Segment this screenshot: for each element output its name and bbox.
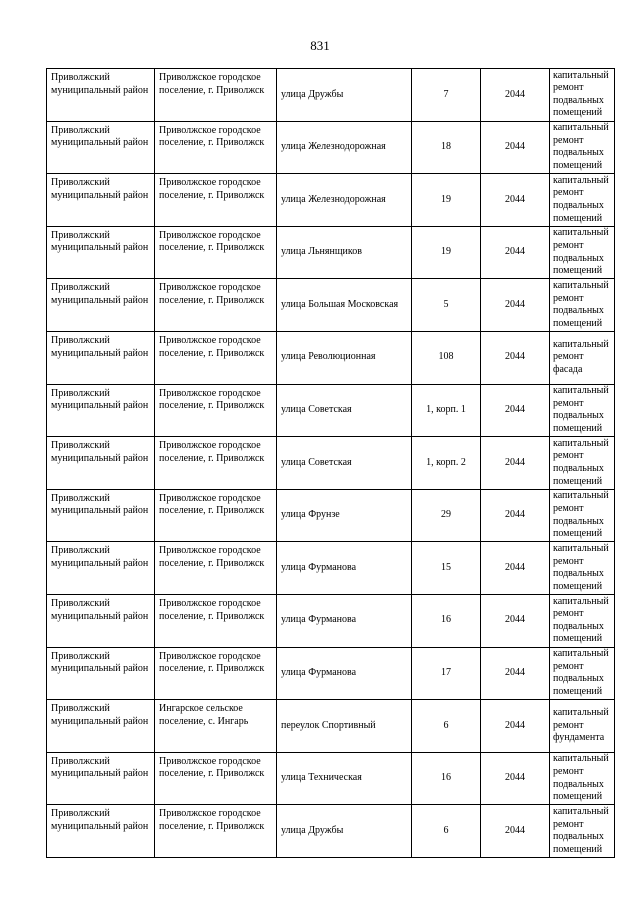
work-type-cell: капитальный ремонт подвальных помещений xyxy=(550,752,615,805)
district-cell: Приволжский муниципальный район xyxy=(47,174,155,227)
work-type-cell: капитальный ремонт подвальных помещений xyxy=(550,805,615,858)
settlement-cell: Приволжское городское поселение, г. Приволжск xyxy=(155,752,277,805)
work-type-cell: капитальный ремонт подвальных помещений xyxy=(550,489,615,542)
table-row xyxy=(47,174,615,227)
table-row xyxy=(47,121,615,174)
street-cell: улица Льнянщиков xyxy=(277,226,412,279)
work-type-cell: капитальный ремонт подвальных помещений xyxy=(550,69,615,122)
table-body xyxy=(47,69,615,858)
table-row xyxy=(47,805,615,858)
year-cell: 2044 xyxy=(481,384,550,437)
year-cell: 2044 xyxy=(481,489,550,542)
settlement-cell: Приволжское городское поселение, г. Приволжск xyxy=(155,805,277,858)
year-cell: 2044 xyxy=(481,279,550,332)
settlement-cell: Приволжское городское поселение, г. Приволжск xyxy=(155,384,277,437)
house-number-cell: 6 xyxy=(412,805,481,858)
street-cell: улица Железнодорожная xyxy=(277,121,412,174)
settlement-cell: Приволжское городское поселение, г. Приволжск xyxy=(155,542,277,595)
house-number-cell: 1, корп. 2 xyxy=(412,437,481,490)
street-cell: переулок Спортивный xyxy=(277,700,412,753)
year-cell: 2044 xyxy=(481,437,550,490)
street-cell: улица Фрунзе xyxy=(277,489,412,542)
street-cell: улица Фурманова xyxy=(277,542,412,595)
year-cell: 2044 xyxy=(481,542,550,595)
settlement-cell: Приволжское городское поселение, г. Приволжск xyxy=(155,647,277,700)
work-type-cell: капитальный ремонт подвальных помещений xyxy=(550,121,615,174)
year-cell: 2044 xyxy=(481,700,550,753)
settlement-cell: Приволжское городское поселение, г. Приволжск xyxy=(155,331,277,384)
district-cell: Приволжский муниципальный район xyxy=(47,489,155,542)
settlement-cell: Приволжское городское поселение, г. Приволжск xyxy=(155,69,277,122)
year-cell: 2044 xyxy=(481,752,550,805)
district-cell: Приволжский муниципальный район xyxy=(47,805,155,858)
street-cell: улица Дружбы xyxy=(277,805,412,858)
settlement-cell: Приволжское городское поселение, г. Приволжск xyxy=(155,279,277,332)
year-cell: 2044 xyxy=(481,226,550,279)
work-type-cell: капитальный ремонт подвальных помещений xyxy=(550,437,615,490)
table-row xyxy=(47,489,615,542)
settlement-cell: Приволжское городское поселение, г. Приволжск xyxy=(155,121,277,174)
house-number-cell: 5 xyxy=(412,279,481,332)
house-number-cell: 15 xyxy=(412,542,481,595)
district-cell: Приволжский муниципальный район xyxy=(47,279,155,332)
street-cell: улица Советская xyxy=(277,384,412,437)
work-type-cell: капитальный ремонт подвальных помещений xyxy=(550,647,615,700)
street-cell: улица Фурманова xyxy=(277,594,412,647)
table-row xyxy=(47,647,615,700)
table-row xyxy=(47,69,615,122)
work-type-cell: капитальный ремонт фасада xyxy=(550,331,615,384)
work-type-cell: капитальный ремонт подвальных помещений xyxy=(550,542,615,595)
house-number-cell: 29 xyxy=(412,489,481,542)
house-number-cell: 16 xyxy=(412,594,481,647)
repair-schedule-table xyxy=(46,68,615,858)
street-cell: улица Большая Московская xyxy=(277,279,412,332)
district-cell: Приволжский муниципальный район xyxy=(47,594,155,647)
district-cell: Приволжский муниципальный район xyxy=(47,542,155,595)
district-cell: Приволжский муниципальный район xyxy=(47,437,155,490)
year-cell: 2044 xyxy=(481,121,550,174)
district-cell: Приволжский муниципальный район xyxy=(47,647,155,700)
year-cell: 2044 xyxy=(481,594,550,647)
house-number-cell: 19 xyxy=(412,174,481,227)
street-cell: улица Советская xyxy=(277,437,412,490)
table-row xyxy=(47,700,615,753)
year-cell: 2044 xyxy=(481,647,550,700)
work-type-cell: капитальный ремонт подвальных помещений xyxy=(550,279,615,332)
settlement-cell: Приволжское городское поселение, г. Приволжск xyxy=(155,437,277,490)
table-row xyxy=(47,594,615,647)
district-cell: Приволжский муниципальный район xyxy=(47,384,155,437)
page-number: 831 xyxy=(310,38,330,53)
year-cell: 2044 xyxy=(481,174,550,227)
house-number-cell: 16 xyxy=(412,752,481,805)
settlement-cell: Приволжское городское поселение, г. Приволжск xyxy=(155,174,277,227)
settlement-cell: Приволжское городское поселение, г. Приволжск xyxy=(155,594,277,647)
table-row xyxy=(47,331,615,384)
table-row xyxy=(47,437,615,490)
district-cell: Приволжский муниципальный район xyxy=(47,226,155,279)
table-row xyxy=(47,752,615,805)
work-type-cell: капитальный ремонт подвальных помещений xyxy=(550,226,615,279)
street-cell: улица Фурманова xyxy=(277,647,412,700)
settlement-cell: Приволжское городское поселение, г. Приволжск xyxy=(155,226,277,279)
work-type-cell: капитальный ремонт фундамента xyxy=(550,700,615,753)
house-number-cell: 19 xyxy=(412,226,481,279)
work-type-cell: капитальный ремонт подвальных помещений xyxy=(550,594,615,647)
table-row xyxy=(47,542,615,595)
work-type-cell: капитальный ремонт подвальных помещений xyxy=(550,384,615,437)
table-row xyxy=(47,226,615,279)
district-cell: Приволжский муниципальный район xyxy=(47,331,155,384)
district-cell: Приволжский муниципальный район xyxy=(47,121,155,174)
district-cell: Приволжский муниципальный район xyxy=(47,752,155,805)
house-number-cell: 108 xyxy=(412,331,481,384)
street-cell: улица Техническая xyxy=(277,752,412,805)
street-cell: улица Дружбы xyxy=(277,69,412,122)
settlement-cell: Ингарское сельское поселение, с. Ингарь xyxy=(155,700,277,753)
house-number-cell: 17 xyxy=(412,647,481,700)
district-cell: Приволжский муниципальный район xyxy=(47,700,155,753)
settlement-cell: Приволжское городское поселение, г. Приволжск xyxy=(155,489,277,542)
year-cell: 2044 xyxy=(481,69,550,122)
house-number-cell: 1, корп. 1 xyxy=(412,384,481,437)
house-number-cell: 6 xyxy=(412,700,481,753)
table-row xyxy=(47,279,615,332)
district-cell: Приволжский муниципальный район xyxy=(47,69,155,122)
year-cell: 2044 xyxy=(481,331,550,384)
house-number-cell: 18 xyxy=(412,121,481,174)
year-cell: 2044 xyxy=(481,805,550,858)
street-cell: улица Железнодорожная xyxy=(277,174,412,227)
house-number-cell: 7 xyxy=(412,69,481,122)
table-row xyxy=(47,384,615,437)
street-cell: улица Революционная xyxy=(277,331,412,384)
work-type-cell: капитальный ремонт подвальных помещений xyxy=(550,174,615,227)
